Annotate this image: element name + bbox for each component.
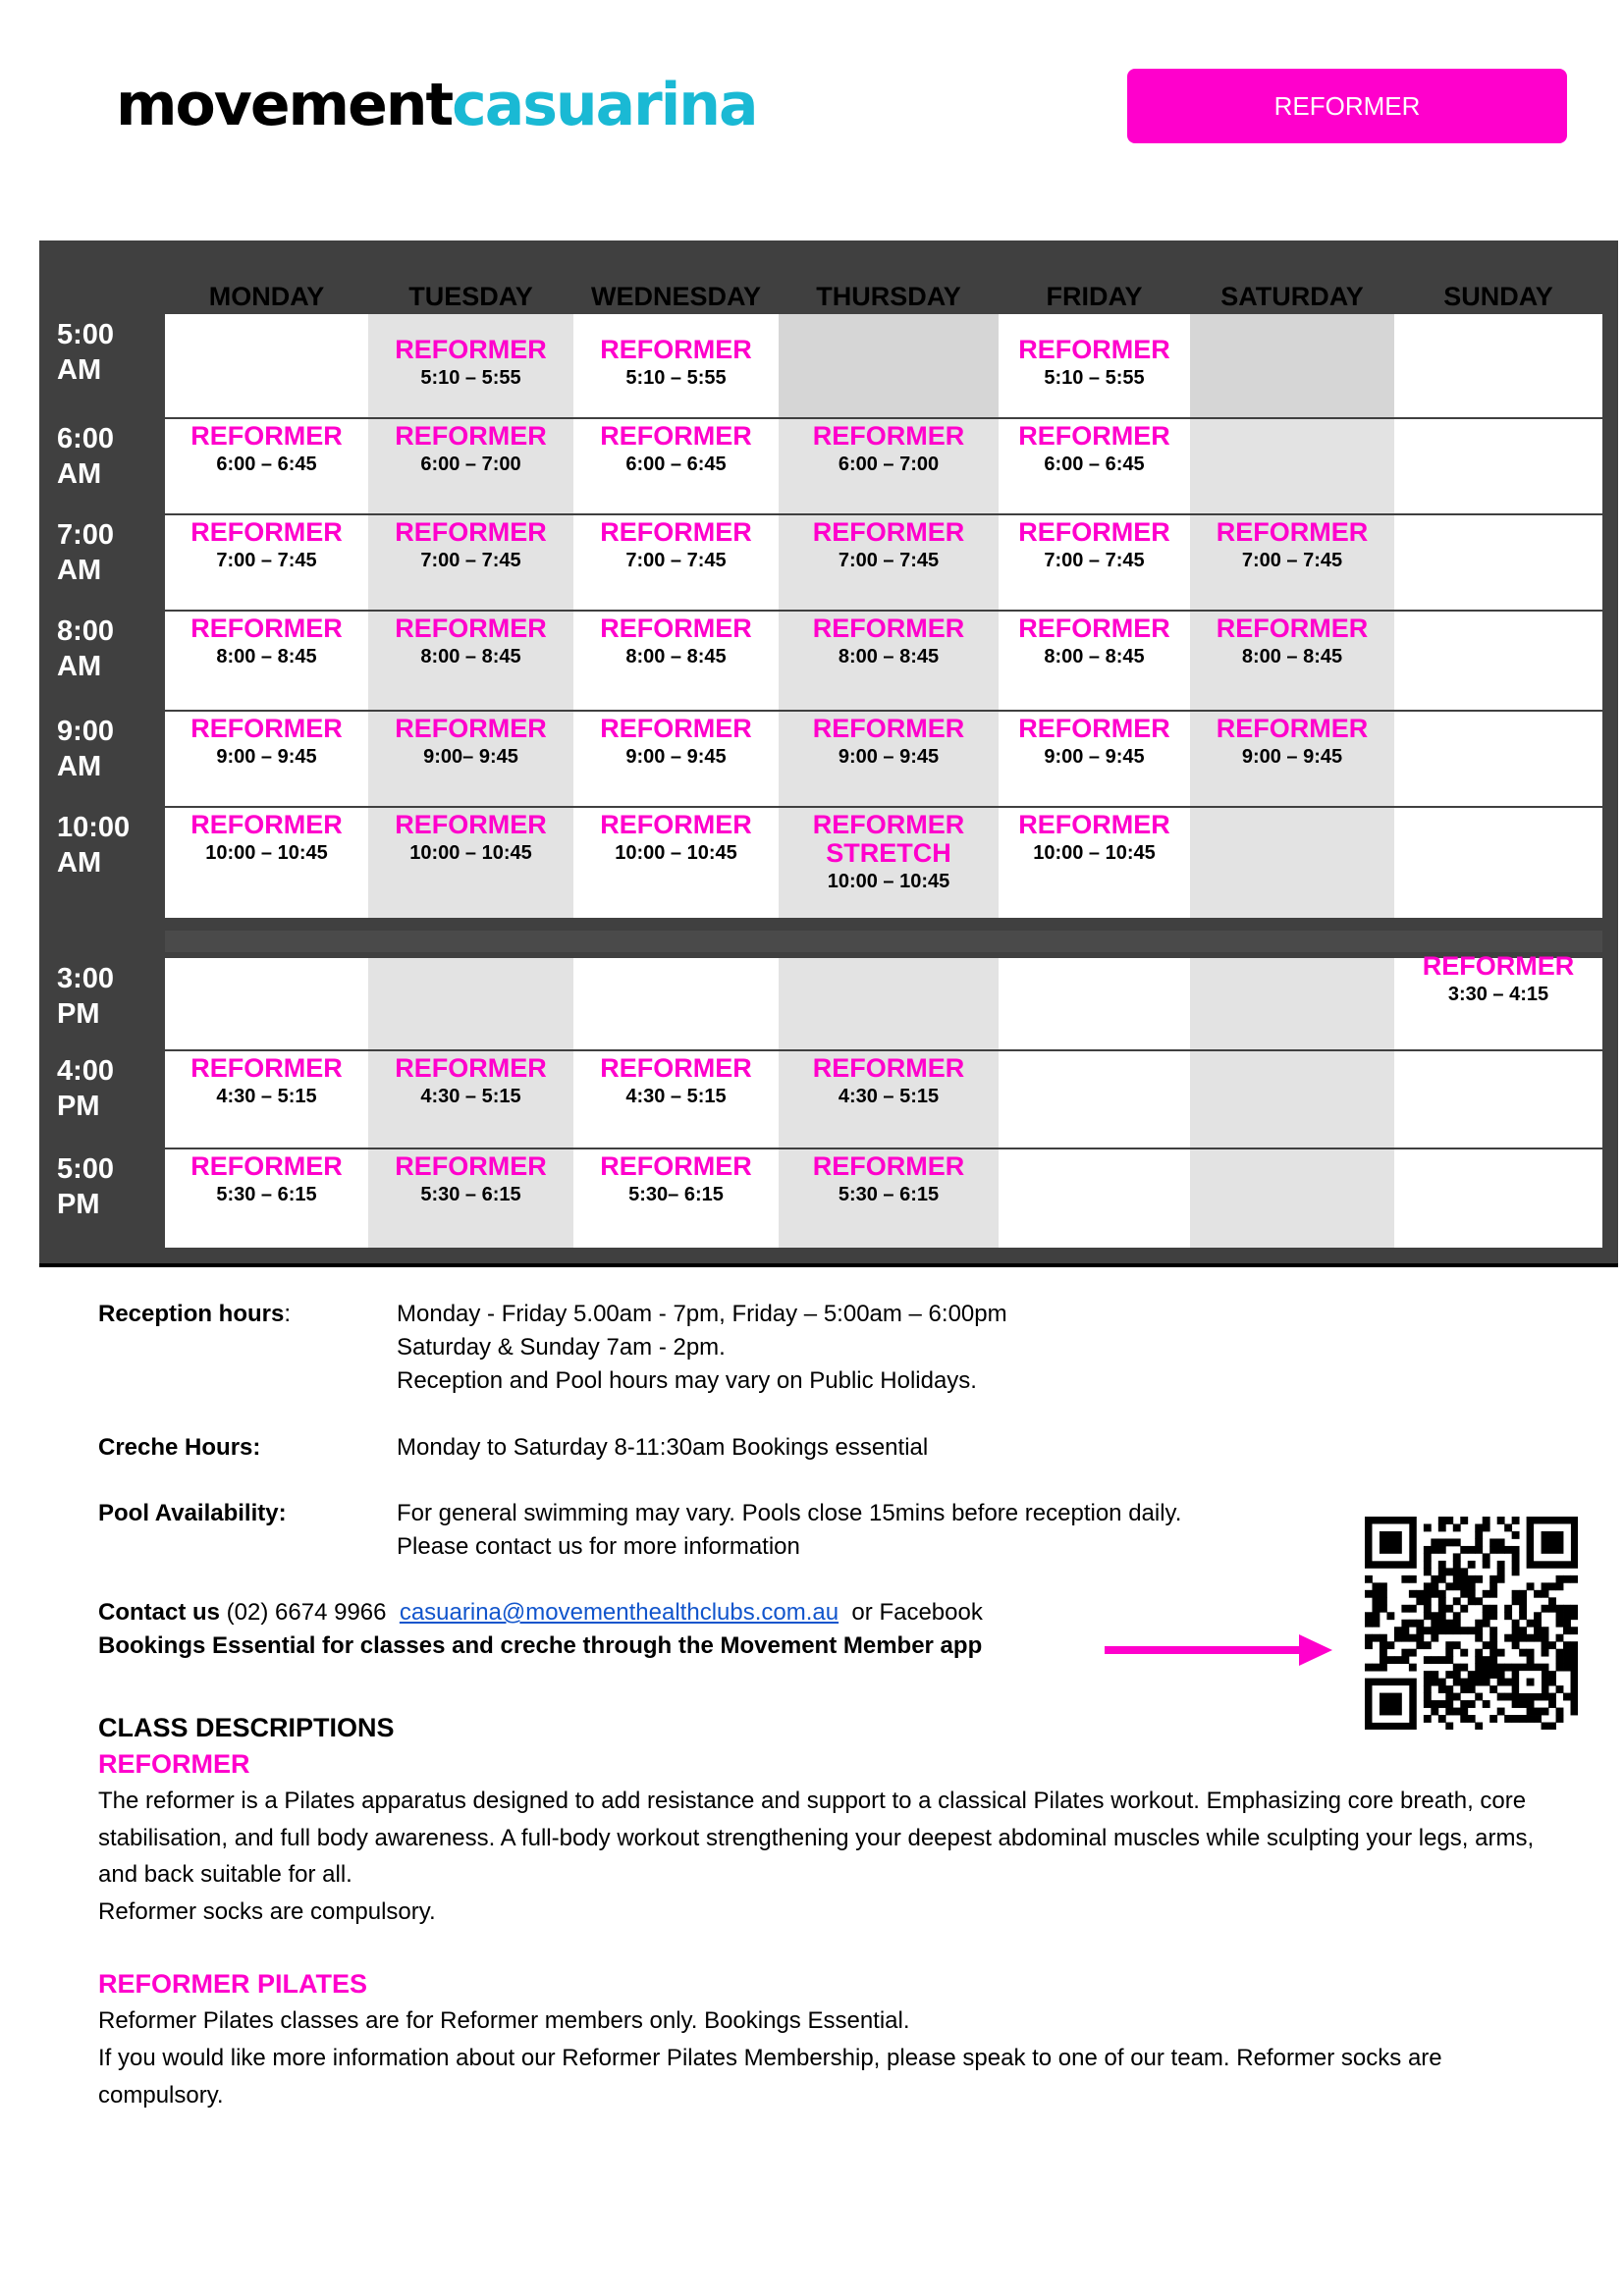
class-time: 7:00 – 7:45 bbox=[838, 550, 940, 571]
reception-hours-line-2: Saturday & Sunday 7am - 2pm. bbox=[397, 1334, 726, 1361]
class-name: REFORMER bbox=[190, 517, 343, 547]
qr-code-icon[interactable] bbox=[1365, 1517, 1578, 1730]
empty-slot-shade bbox=[779, 314, 999, 418]
class-name: REFORMER bbox=[1018, 517, 1170, 547]
class-name: REFORMER bbox=[1018, 614, 1170, 643]
class-time: 9:00 – 9:45 bbox=[625, 746, 727, 768]
class-time: 4:30 – 5:15 bbox=[420, 1086, 521, 1107]
class-slot[interactable] bbox=[165, 1152, 368, 1208]
class-slot[interactable] bbox=[779, 715, 999, 771]
class-slot[interactable] bbox=[573, 811, 779, 867]
class-name: REFORMER bbox=[190, 1053, 343, 1083]
day-header-wednesday: WEDNESDAY bbox=[590, 282, 762, 311]
class-slot[interactable] bbox=[999, 715, 1190, 771]
row-divider bbox=[165, 610, 1602, 612]
class-slot[interactable] bbox=[1190, 715, 1394, 771]
class-name: REFORMER bbox=[1422, 951, 1575, 981]
class-name: REFORMER bbox=[600, 1053, 752, 1083]
reformer-description-title: REFORMER bbox=[98, 1749, 250, 1779]
class-time: 10:00 – 10:45 bbox=[1033, 842, 1156, 864]
class-name: REFORMER bbox=[190, 614, 343, 643]
class-name: REFORMER bbox=[600, 810, 752, 839]
arrow-right-icon bbox=[1105, 1630, 1335, 1670]
class-time: 9:00 – 9:45 bbox=[838, 746, 940, 768]
class-name: REFORMER bbox=[812, 614, 965, 643]
class-slot[interactable] bbox=[368, 422, 573, 478]
pool-availability-line-2: Please contact us for more information bbox=[397, 1533, 800, 1560]
class-time: 10:00 – 10:45 bbox=[615, 842, 737, 864]
class-name: REFORMER bbox=[600, 335, 752, 364]
class-slot[interactable] bbox=[165, 715, 368, 771]
class-name: REFORMER bbox=[190, 714, 343, 743]
class-time: 9:00 – 9:45 bbox=[1241, 746, 1343, 768]
row-divider bbox=[165, 513, 1602, 515]
class-slot[interactable] bbox=[999, 336, 1190, 392]
time-label: 7:00 AM bbox=[57, 519, 115, 586]
creche-hours-value: Monday to Saturday 8-11:30am Bookings essential bbox=[397, 1434, 929, 1461]
class-slot[interactable] bbox=[779, 614, 999, 670]
time-label: 4:00 PM bbox=[57, 1055, 115, 1122]
class-time: 7:00 – 7:45 bbox=[1241, 550, 1343, 571]
class-time: 9:00 – 9:45 bbox=[216, 746, 317, 768]
class-name: REFORMER bbox=[600, 1151, 752, 1181]
session-gap bbox=[165, 931, 1602, 952]
class-name: REFORMER bbox=[600, 714, 752, 743]
class-name: REFORMER bbox=[1018, 421, 1170, 451]
class-slot[interactable] bbox=[368, 715, 573, 771]
class-time: 6:00 – 6:45 bbox=[1044, 454, 1145, 475]
contact-line bbox=[98, 1596, 983, 1629]
class-time: 4:30 – 5:15 bbox=[625, 1086, 727, 1107]
class-slot[interactable] bbox=[573, 614, 779, 670]
class-slot[interactable] bbox=[368, 1152, 573, 1208]
class-slot[interactable] bbox=[573, 1054, 779, 1110]
class-name: REFORMER bbox=[1018, 810, 1170, 839]
class-name: REFORMER bbox=[812, 714, 965, 743]
class-slot[interactable] bbox=[999, 518, 1190, 574]
reception-hours-label: Reception hours: bbox=[98, 1301, 292, 1327]
class-time: 10:00 – 10:45 bbox=[205, 842, 328, 864]
class-slot[interactable] bbox=[165, 614, 368, 670]
day-header-thursday: THURSDAY bbox=[816, 282, 961, 311]
class-name: REFORMER bbox=[1018, 714, 1170, 743]
class-slot[interactable] bbox=[368, 1054, 573, 1110]
day-header-tuesday: TUESDAY bbox=[408, 282, 533, 311]
creche-hours-label: Creche Hours: bbox=[98, 1434, 261, 1461]
time-label: 10:00 AM bbox=[57, 812, 131, 879]
class-time: 6:00 – 7:00 bbox=[420, 454, 521, 475]
class-time: 4:30 – 5:15 bbox=[838, 1086, 940, 1107]
class-name: REFORMER bbox=[1216, 714, 1369, 743]
day-header-sunday: SUNDAY bbox=[1443, 282, 1553, 311]
class-time: 8:00 – 8:45 bbox=[625, 646, 727, 667]
class-name: REFORMER bbox=[395, 714, 547, 743]
logo-text-casuarina: casuarina bbox=[452, 71, 757, 139]
day-header-saturday: SATURDAY bbox=[1220, 282, 1364, 311]
row-divider bbox=[165, 710, 1602, 712]
class-slot[interactable] bbox=[1190, 518, 1394, 574]
class-slot[interactable] bbox=[165, 1054, 368, 1110]
bookings-note: Bookings Essential for classes and creche through the Movement Member app bbox=[98, 1632, 983, 1659]
pool-availability-label: Pool Availability: bbox=[98, 1500, 287, 1526]
class-slot[interactable] bbox=[1190, 614, 1394, 670]
class-slot[interactable] bbox=[999, 811, 1190, 867]
class-time: 9:00 – 9:45 bbox=[1044, 746, 1145, 768]
class-slot[interactable] bbox=[573, 518, 779, 574]
class-slot[interactable] bbox=[573, 422, 779, 478]
class-slot[interactable] bbox=[779, 811, 999, 895]
day-header-friday: FRIDAY bbox=[1046, 282, 1143, 311]
program-badge: REFORMER bbox=[1127, 69, 1567, 143]
class-time: 8:00 – 8:45 bbox=[1044, 646, 1145, 667]
contact-email-link[interactable]: casuarina@movementhealthclubs.com.au bbox=[399, 1599, 839, 1626]
class-time: 7:00 – 7:45 bbox=[216, 550, 317, 571]
class-time: 5:30 – 6:15 bbox=[838, 1184, 940, 1205]
row-divider bbox=[165, 1049, 1602, 1051]
row-divider bbox=[165, 806, 1602, 808]
class-slot[interactable] bbox=[165, 811, 368, 867]
class-time: 10:00 – 10:45 bbox=[409, 842, 532, 864]
class-name: REFORMER bbox=[395, 421, 547, 451]
class-slot[interactable] bbox=[999, 422, 1190, 478]
class-time: 8:00 – 8:45 bbox=[216, 646, 317, 667]
day-header-monday: MONDAY bbox=[208, 282, 325, 311]
reformer-socks-note: Reformer socks are compulsory. bbox=[98, 1898, 436, 1925]
class-time: 4:30 – 5:15 bbox=[216, 1086, 317, 1107]
class-name: REFORMER bbox=[395, 1151, 547, 1181]
class-time: 5:10 – 5:55 bbox=[420, 367, 521, 389]
class-name: REFORMER bbox=[395, 810, 547, 839]
contact-facebook: or Facebook bbox=[839, 1599, 983, 1626]
class-time: 6:00 – 6:45 bbox=[625, 454, 727, 475]
class-name: REFORMER bbox=[812, 1053, 965, 1083]
time-label: 5:00 PM bbox=[57, 1153, 115, 1220]
class-time: 9:00– 9:45 bbox=[423, 746, 518, 768]
class-slot[interactable] bbox=[165, 422, 368, 478]
time-label: 8:00 AM bbox=[57, 615, 115, 682]
class-slot[interactable] bbox=[779, 422, 999, 478]
class-slot[interactable] bbox=[368, 518, 573, 574]
class-descriptions-heading: CLASS DESCRIPTIONS bbox=[98, 1713, 395, 1742]
class-name: REFORMER bbox=[395, 1053, 547, 1083]
class-time: 6:00 – 6:45 bbox=[216, 454, 317, 475]
class-slot[interactable] bbox=[779, 1152, 999, 1208]
reception-hours-line-3: Reception and Pool hours may vary on Public Holidays. bbox=[397, 1367, 977, 1394]
class-slot[interactable] bbox=[368, 336, 573, 392]
class-name: REFORMER bbox=[600, 421, 752, 451]
empty-slot-shade bbox=[1190, 314, 1394, 418]
class-slot[interactable] bbox=[368, 614, 573, 670]
class-slot[interactable] bbox=[165, 518, 368, 574]
class-name: REFORMER bbox=[395, 614, 547, 643]
pool-availability-line-1: For general swimming may vary. Pools close 15mins before reception daily. bbox=[397, 1500, 1182, 1526]
class-slot[interactable] bbox=[368, 811, 573, 867]
class-name: REFORMER bbox=[395, 517, 547, 547]
class-name: REFORMER bbox=[190, 421, 343, 451]
time-label: 5:00 AM bbox=[57, 319, 115, 386]
reformer-pilates-title: REFORMER PILATES bbox=[98, 1969, 368, 1999]
reformer-description-text: The reformer is a Pilates apparatus designed to add resistance and support to a classical Pilates workout. Emphasizing core breath, core stabilisation, and full body awareness. A full-body workout strengthening your deepest abdominal muscles while sculpting your legs, arms, and back suitable for all. bbox=[98, 1788, 1535, 1888]
class-time: 7:00 – 7:45 bbox=[420, 550, 521, 571]
reformer-pilates-line-2: If you would like more information about our Reformer Pilates Membership, please speak to one of our team. Reformer socks are compulsory. bbox=[98, 2045, 1442, 2109]
class-name: REFORMER bbox=[600, 517, 752, 547]
class-slot[interactable] bbox=[573, 336, 779, 392]
class-time: 6:00 – 7:00 bbox=[838, 454, 940, 475]
time-label: 9:00 AM bbox=[57, 716, 115, 782]
class-slot[interactable] bbox=[1394, 952, 1602, 1008]
class-name: REFORMER bbox=[1018, 335, 1170, 364]
class-name: REFORMER bbox=[190, 1151, 343, 1181]
class-name: REFORMER bbox=[812, 517, 965, 547]
class-slot[interactable] bbox=[999, 614, 1190, 670]
class-time: 5:30 – 6:15 bbox=[216, 1184, 317, 1205]
class-slot[interactable] bbox=[573, 1152, 779, 1208]
class-name: REFORMER bbox=[1216, 517, 1369, 547]
class-time: 7:00 – 7:45 bbox=[625, 550, 727, 571]
time-label: 3:00 PM bbox=[57, 963, 115, 1030]
class-time: 5:10 – 5:55 bbox=[1044, 367, 1145, 389]
class-slot[interactable] bbox=[573, 715, 779, 771]
row-divider bbox=[165, 417, 1602, 419]
class-time: 5:10 – 5:55 bbox=[625, 367, 727, 389]
class-name: REFORMER bbox=[1216, 614, 1369, 643]
class-name: REFORMER bbox=[600, 614, 752, 643]
contact-label: Contact us bbox=[98, 1599, 221, 1626]
class-time: 10:00 – 10:45 bbox=[827, 871, 950, 892]
class-time: 3:30 – 4:15 bbox=[1447, 984, 1549, 1005]
reception-hours-line-1: Monday - Friday 5.00am - 7pm, Friday – 5:00am – 6:00pm bbox=[397, 1301, 1007, 1327]
class-time: 5:30– 6:15 bbox=[628, 1184, 724, 1205]
row-divider bbox=[165, 1148, 1602, 1149]
brand-logo bbox=[116, 71, 757, 139]
class-time: 8:00 – 8:45 bbox=[838, 646, 940, 667]
contact-phone: (02) 6674 9966 bbox=[220, 1599, 400, 1626]
class-name: REFORMER bbox=[812, 1151, 965, 1181]
class-slot[interactable] bbox=[779, 518, 999, 574]
class-time: 8:00 – 8:45 bbox=[420, 646, 521, 667]
time-label: 6:00 AM bbox=[57, 423, 115, 490]
class-name: REFORMER bbox=[190, 810, 343, 839]
logo-text-movement: movement bbox=[116, 71, 453, 139]
column-shade bbox=[1190, 958, 1394, 1248]
class-name: REFORMER STRETCH bbox=[812, 810, 965, 868]
timetable-bottom-rule bbox=[39, 1263, 1618, 1267]
class-time: 7:00 – 7:45 bbox=[1044, 550, 1145, 571]
class-time: 5:30 – 6:15 bbox=[420, 1184, 521, 1205]
class-time: 8:00 – 8:45 bbox=[1241, 646, 1343, 667]
reformer-pilates-line-1: Reformer Pilates classes are for Reformer members only. Bookings Essential. bbox=[98, 2007, 910, 2034]
class-name: REFORMER bbox=[812, 421, 965, 451]
class-slot[interactable] bbox=[779, 1054, 999, 1110]
class-name: REFORMER bbox=[395, 335, 547, 364]
